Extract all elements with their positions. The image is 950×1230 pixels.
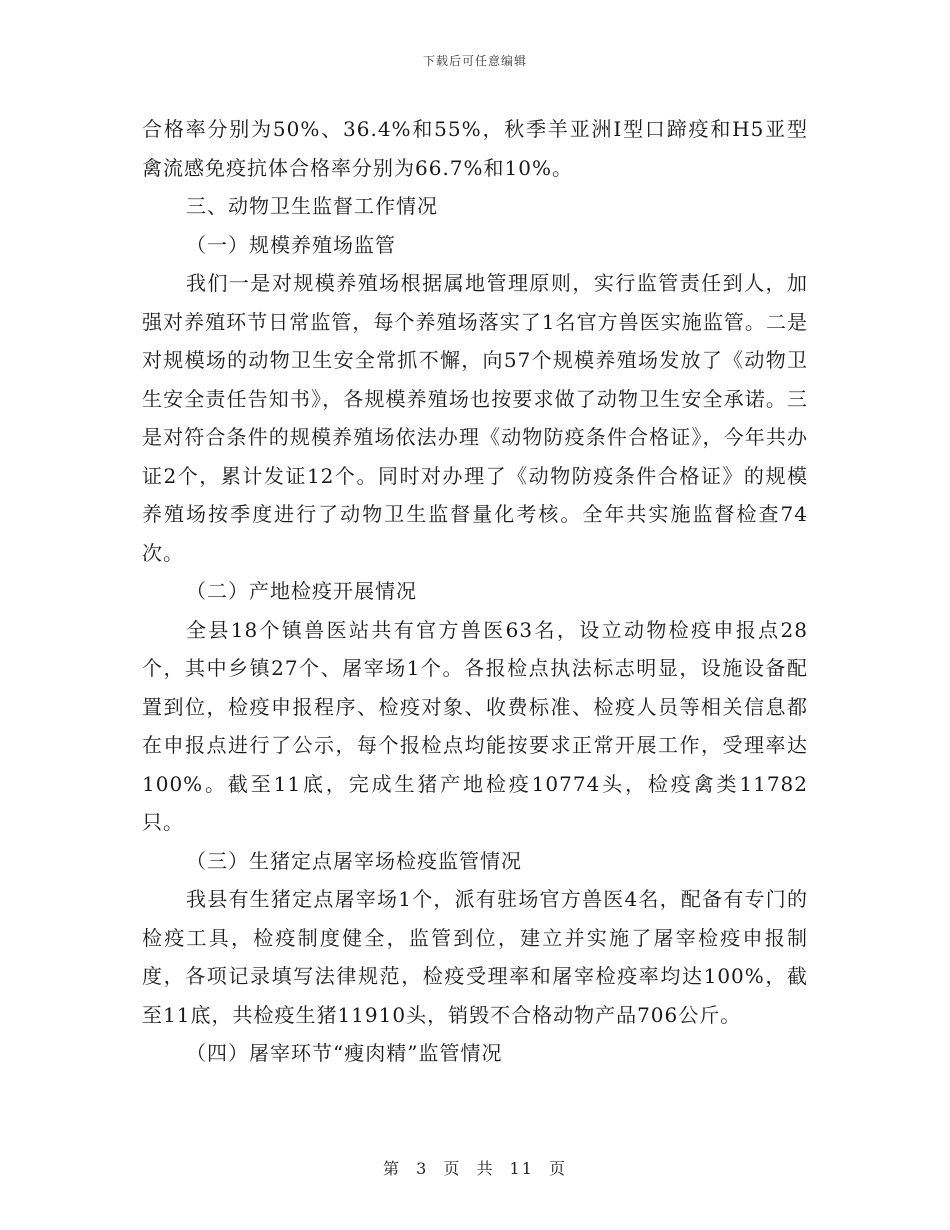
paragraph: 我们一是对规模养殖场根据属地管理原则，实行监管责任到人，加强对养殖环节日常监管，每个养殖场落实了1名官方兽医实施监管。二是对规模场的动物卫生安全常抓不懈，向57个规模养殖场发放了《动物卫生安全责任告知书》，各规模养殖场也按要求做了动物卫生安全承诺。三是对符合条件的规模养殖场依法办理《动物防疫条件合格证》，今年共办证2个，累计发证12个。同时对办理了《动物防疫条件合格证》的规模养殖场按季度进行了动物卫生监督量化考核。全年共实施监督检查74次。 (142, 271, 808, 565)
paragraph: 我县有生猪定点屠宰场1个，派有驻场官方兽医4名，配备有专门的检疫工具，检疫制度健全，监管到位，建立并实施了屠宰检疫申报制度，各项记录填写法律规范，检疫受理率和屠宰检疫率均达100%，截至11底，共检疫生猪11910头，销毁不合格动物产品706公斤。 (142, 887, 808, 1027)
subsection-heading: （二）产地检疫开展情况 (186, 579, 417, 603)
subsection-heading: （三）生猪定点屠宰场检疫监管情况 (186, 848, 522, 873)
section-heading: 三、动物卫生监督工作情况 (186, 194, 438, 218)
document-body (142, 110, 808, 1073)
paragraph: 全县18个镇兽医站共有官方兽医63名，设立动物检疫申报点28个，其中乡镇27个、屠宰场1个。各报检点执法标志明显，设施设备配置到位，检疫申报程序、检疫对象、收费标准、检疫人员等相关信息都在申报点进行了公示，每个报检点均能按要求正常开展工作，受理率达100%。截至11底，完成生猪产地检疫10774头，检疫禽类11782只。 (142, 617, 808, 834)
page-header: 下载后可任意编辑 (422, 54, 527, 68)
paragraph-continuation: 合格率分别为50%、36.4%和55%，秋季羊亚洲Ⅰ型口蹄疫和H5亚型禽流感免疫抗体合格率分别为66.7%和10%。 (142, 117, 808, 180)
page-footer: 第 3 页 共 11 页 (383, 1159, 567, 1178)
subsection-heading: （一）规模养殖场监管 (186, 232, 396, 257)
subsection-heading: （四）屠宰环节“瘦肉精”监管情况 (186, 1041, 503, 1065)
